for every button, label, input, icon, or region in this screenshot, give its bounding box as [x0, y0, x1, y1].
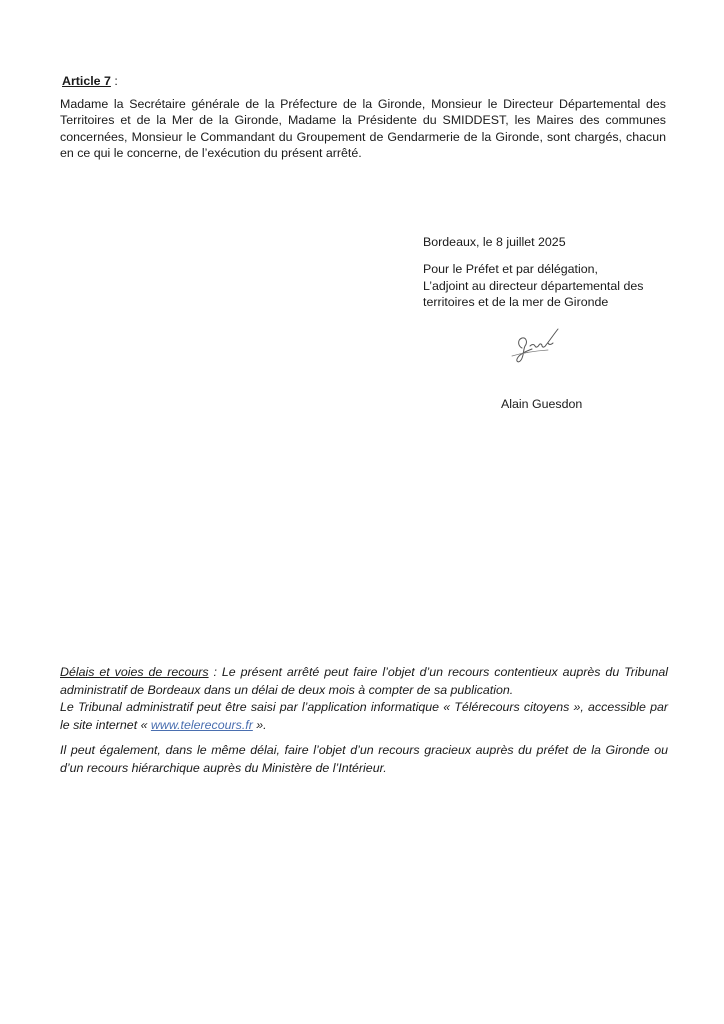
appeal-text-1: : Le présent arrêté peut faire l’objet d’un recours contentieux auprès du Tribunal administratif de Bordeaux dans un délai de deux mois à compter de sa publication.: [60, 665, 668, 697]
appeal-notice: [60, 664, 668, 778]
appeal-text-2: Le Tribunal administratif peut être saisi par l’application informatique « Télérecours citoyens », accessible par le site internet «: [60, 700, 668, 732]
delegation-line-3: territoires et de la mer de Gironde: [423, 295, 609, 310]
signature-block: [423, 234, 683, 311]
signature-date: Bordeaux, le 8 juillet 2025: [423, 235, 566, 249]
article-number: Article 7: [62, 74, 111, 88]
delegation-line-1: Pour le Préfet et par délégation,: [423, 262, 598, 277]
article-body: Madame la Secrétaire générale de la Préfecture de la Gironde, Monsieur le Directeur Départemental des Territoires et de la Mer de la Gironde, Madame la Présidente du SMIDDEST, les Maires des communes concernées, Monsieur le Commandant du Groupement de Gendarmerie de la Gironde, sont chargés, chacun en ce qui le concerne, de l’exécution du présent arrêté.: [60, 97, 666, 161]
handwritten-signature: [508, 326, 566, 366]
signatory-name: Alain Guesdon: [501, 397, 583, 411]
appeal-paragraph-2: [60, 699, 668, 734]
article-heading-suffix: :: [110, 74, 118, 88]
delegation-line-2: L’adjoint au directeur départemental des: [423, 278, 644, 293]
appeal-text-2-end: ».: [252, 717, 267, 732]
appeal-paragraph-1: [60, 664, 668, 699]
appeal-paragraph-3: Il peut également, dans le même délai, faire l’objet d’un recours gracieux auprès du préfet de la Gironde ou d’un recours hiérarchique auprès du Ministère de l’Intérieur.: [60, 743, 668, 775]
article-heading: [62, 73, 118, 89]
appeal-label: Délais et voies de recours: [60, 665, 209, 679]
telerecours-link[interactable]: www.telerecours.fr: [150, 717, 253, 732]
